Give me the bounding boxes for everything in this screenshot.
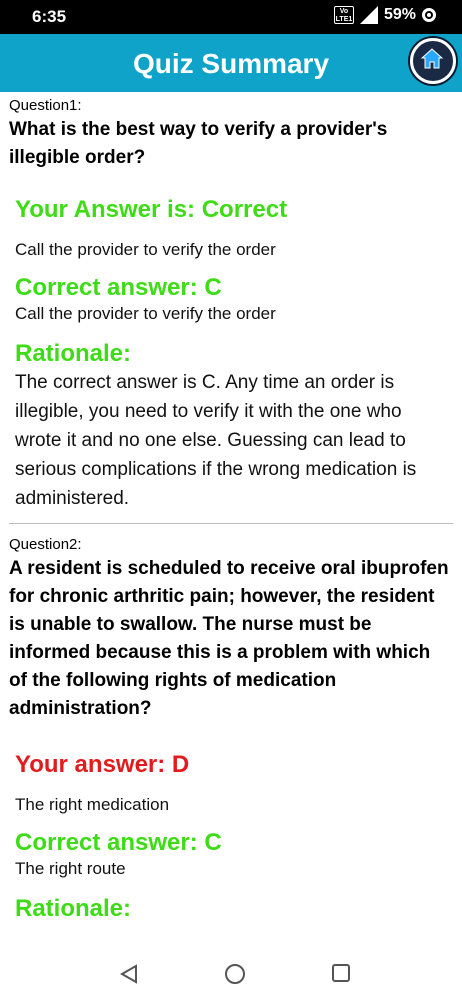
battery-icon bbox=[422, 8, 436, 22]
your-answer-heading: Your answer: D bbox=[15, 751, 190, 778]
question-item bbox=[0, 97, 462, 523]
your-answer-text: The right medication bbox=[15, 795, 170, 814]
home-button[interactable] bbox=[410, 38, 456, 84]
nav-recents-icon[interactable] bbox=[332, 964, 350, 982]
correct-answer-text: Call the provider to verify the order bbox=[15, 304, 276, 323]
rationale-heading: Rationale: bbox=[15, 895, 132, 922]
correct-answer-text: The right route bbox=[15, 859, 126, 878]
nav-home-icon[interactable] bbox=[225, 964, 245, 984]
correct-answer-heading: Correct answer: C bbox=[15, 829, 222, 856]
your-answer-text: Call the provider to verify the order bbox=[15, 240, 276, 259]
divider bbox=[9, 523, 453, 524]
nav-back-icon[interactable] bbox=[120, 964, 138, 984]
question-label: Question1: bbox=[9, 97, 82, 114]
correct-answer-heading: Correct answer: C bbox=[15, 274, 222, 301]
your-answer-heading: Your Answer is: Correct bbox=[15, 196, 288, 223]
question-label: Question2: bbox=[9, 536, 82, 553]
app-bar bbox=[0, 34, 462, 92]
home-icon bbox=[421, 48, 443, 70]
battery-percent: 59% bbox=[383, 6, 416, 23]
question-text: What is the best way to verify a provider's illegible order? bbox=[9, 119, 388, 168]
question-item bbox=[0, 536, 462, 923]
status-icons bbox=[334, 6, 436, 24]
rationale-text: The correct answer is C. Any time an order is illegible, you need to verify it with the one who wrote it and no one else. Guessing can lead to serious complications if the wrong medication is administered. bbox=[15, 372, 417, 509]
rationale-heading: Rationale: bbox=[15, 340, 132, 367]
system-nav-bar bbox=[0, 950, 462, 1000]
page-title: Quiz Summary bbox=[132, 48, 330, 79]
status-bar bbox=[0, 0, 462, 34]
question-text: A resident is scheduled to receive oral ibuprofen for chronic arthritic pain; however, the resident is unable to swallow. The nurse must be informed because this is a problem with which of the following rights of medication administration? bbox=[9, 558, 449, 719]
status-time: 6:35 bbox=[32, 7, 67, 26]
quiz-summary-list[interactable] bbox=[0, 92, 462, 950]
signal-icon bbox=[360, 6, 378, 24]
lte-icon: Vo LTE1 bbox=[335, 8, 353, 23]
